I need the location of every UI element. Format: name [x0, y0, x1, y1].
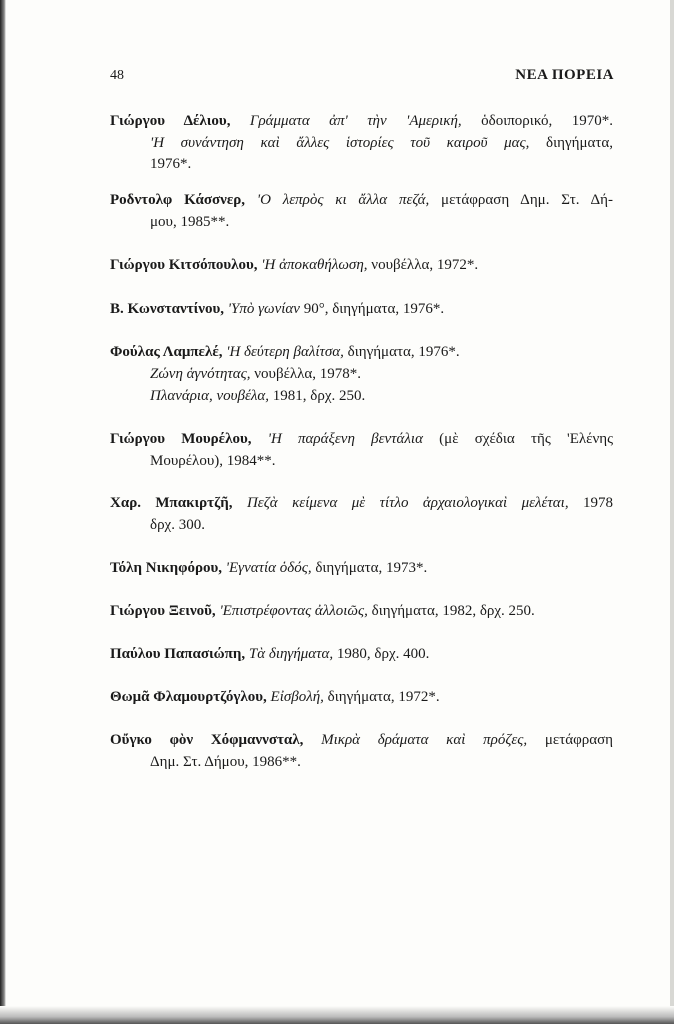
author-name: Φούλας Λαμπελέ,	[110, 344, 223, 360]
scan-edge-right	[670, 0, 674, 1024]
author-name: Ροδντολφ Κάσσνερ,	[110, 192, 246, 208]
work-title: Πλανάρια, νουβέλα,	[150, 388, 270, 404]
work-title: Τὰ διηγήματα,	[248, 646, 334, 662]
entry-line	[150, 212, 229, 232]
work-title: Μικρὰ δράματα καὶ πρόζες,	[321, 732, 528, 748]
work-title: 'Η παράξενη βεντάλια	[267, 431, 423, 447]
entry-details	[233, 495, 247, 511]
author-name: Θωμᾶ Φλαμουρτζόγλου,	[110, 689, 267, 705]
entry-line	[110, 558, 427, 578]
scan-edge-left	[0, 0, 6, 1024]
work-title: 'Η συνάντηση καὶ ἄλλες ἱστορίες τοῦ καιροῦ μας,	[150, 135, 530, 151]
author-name: Τόλη Νικηφόρου,	[110, 560, 223, 576]
entry-line	[110, 342, 460, 362]
entry-details: 1980, δρχ. 400.	[333, 646, 430, 662]
work-title: 'Η δεύτερη βαλίτσα,	[226, 344, 344, 360]
entry-details: 1978	[568, 495, 613, 511]
entry-details	[303, 732, 321, 748]
entry-line	[150, 386, 365, 406]
entry-line	[110, 687, 440, 707]
work-title: 'Υπὸ γωνίαν	[227, 301, 300, 317]
entry-line	[110, 429, 613, 449]
author-name: Β. Κωνσταντίνου,	[110, 301, 225, 317]
entry-line	[110, 299, 444, 319]
entry-line	[110, 255, 478, 275]
entry-line	[110, 644, 429, 664]
author-name: Γιώργου Ξεινοῦ,	[110, 603, 216, 619]
entry-details: μου, 1985**.	[150, 214, 230, 230]
work-title: 'Εγνατία ὁδός,	[225, 560, 312, 576]
entry-details: διηγήματα, 1972*.	[323, 689, 440, 705]
entry-details: Δημ. Στ. Δήμου, 1986**.	[150, 754, 301, 770]
entry-details	[245, 192, 257, 208]
work-title: Εἰσβολή,	[270, 689, 324, 705]
entry-details: 90°, διηγήματα, 1976*.	[299, 301, 445, 317]
entry-details: μετάφραση	[527, 732, 614, 748]
work-title: 'Η ἀποκαθήλωση,	[261, 257, 368, 273]
work-title: 'Επιστρέφοντας ἀλλοιῶς,	[219, 603, 368, 619]
entry-details	[252, 431, 268, 447]
scan-edge-bottom	[0, 1006, 674, 1024]
entry-details: διηγήματα, 1973*.	[311, 560, 428, 576]
running-title: ΝΕΑ ΠΟΡΕΙΑ	[515, 67, 614, 83]
entry-details: 1981, δρχ. 250.	[269, 388, 366, 404]
entry-details: (μὲ σχέδια τῆς 'Ελένης	[422, 431, 614, 447]
author-name: Γιώργου Κιτσόπουλου,	[110, 257, 258, 273]
entry-details	[230, 113, 249, 129]
entry-details: διηγήματα, 1982, δρχ. 250.	[367, 603, 535, 619]
work-title: 'Ο λεπρὸς κι ἄλλα πεζά,	[256, 192, 430, 208]
entry-details: μετάφραση Δημ. Στ. Δή-	[429, 192, 613, 208]
entry-details: δρχ. 300.	[150, 517, 205, 533]
entry-line	[150, 133, 613, 153]
entry-line	[110, 111, 613, 131]
entry-line	[150, 451, 276, 471]
work-title: Πεζὰ κείμενα μὲ τίτλο ἀρχαιολογικαὶ μελέται,	[246, 495, 569, 511]
entry-line	[110, 190, 613, 210]
entry-line	[150, 515, 205, 535]
entry-details: νουβέλλα, 1978*.	[250, 366, 362, 382]
author-name: Γιώργου Μουρέλου,	[110, 431, 252, 447]
entry-details: νουβέλλα, 1972*.	[367, 257, 479, 273]
entry-details: Μουρέλου), 1984**.	[150, 453, 276, 469]
entry-details: διηγήματα, 1976*.	[343, 344, 460, 360]
entry-line	[110, 601, 535, 621]
entry-details: ὁδοιπορικό, 1970*.	[461, 113, 614, 129]
author-name: Γιώργου Δέλιου,	[110, 113, 231, 129]
entry-line	[150, 752, 301, 772]
entry-line	[150, 364, 361, 384]
entry-line	[150, 154, 191, 174]
entry-details: 1976*.	[150, 156, 192, 172]
entry-details: διηγήματα,	[529, 135, 613, 151]
page-number: 48	[110, 68, 124, 83]
author-name: Οὔγκο φὸν Χόφμαννσταλ,	[110, 732, 304, 748]
entry-line	[110, 493, 613, 513]
work-title: Ζώνη ἁγνότητας,	[150, 366, 251, 382]
entry-line	[110, 730, 613, 750]
author-name: Χαρ. Μπακιρτζῆ,	[110, 495, 233, 511]
work-title: Γράμματα ἀπ' τὴν 'Αμερική,	[249, 113, 462, 129]
author-name: Παύλου Παπασιώπη,	[110, 646, 246, 662]
